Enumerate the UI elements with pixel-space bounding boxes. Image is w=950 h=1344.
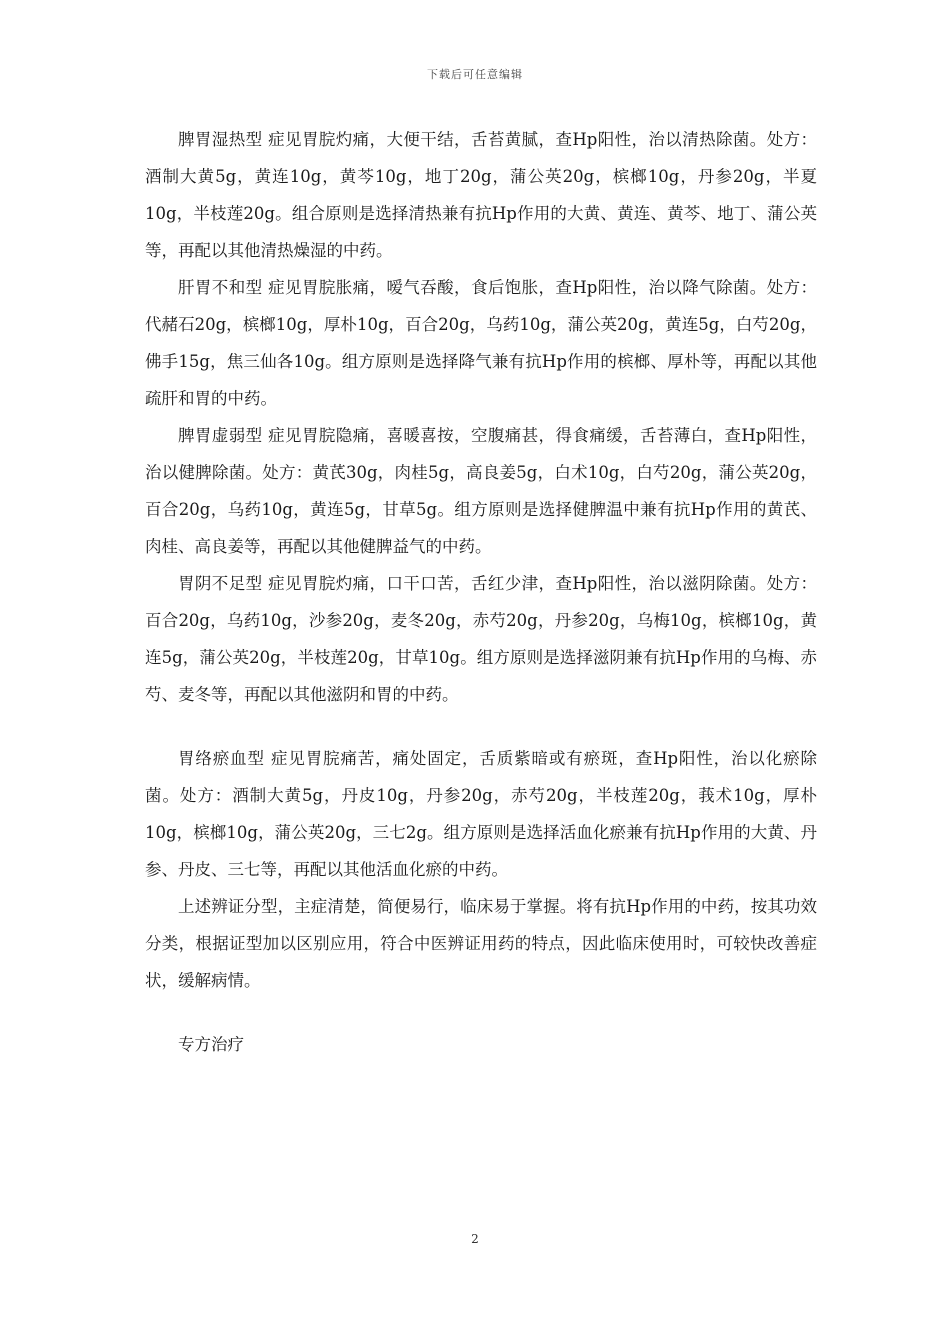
paragraph-stomach-yin-deficiency: 胃阴不足型 症见胃脘灼痛，口干口苦，舌红少津，查Hp阳性，治以滋阴除菌。处方：百合20g，乌药10g，沙参20g，麦冬20g，赤芍20g，丹参20g，乌梅10g，槟榔10g，黄连5g，蒲公英20g，半枝莲20g，甘草10g。组方原则是选择滋阴兼有抗Hp作用的乌梅、赤芍、麦冬等，再配以其他滋阴和胃的中药。 [145,574,817,704]
page-header: 下载后可任意编辑 [427,68,523,81]
paragraph-spleen-stomach-deficiency: 脾胃虚弱型 症见胃脘隐痛，喜暖喜按，空腹痛甚，得食痛缓，舌苔薄白，查Hp阳性，治以健脾除菌。处方：黄芪30g，肉桂5g，高良姜5g，白术10g，白芍20g，蒲公英20g，百合20g，乌药10g，黄连5g，甘草5g。组方原则是选择健脾温中兼有抗Hp作用的黄芪、肉桂、高良姜等，再配以其他健脾益气的中药。 [145,426,817,556]
page-number: 2 [471,1232,479,1246]
paragraph-summary: 上述辨证分型，主症清楚，简便易行，临床易于掌握。将有抗Hp作用的中药，按其功效分类，根据证型加以区别应用，符合中医辨证用药的特点，因此临床使用时，可较快改善症状，缓解病情。 [145,897,817,990]
section-heading: 专方治疗 [178,1035,244,1054]
paragraph-spleen-damp-heat: 脾胃湿热型 症见胃脘灼痛，大便干结，舌苔黄腻，查Hp阳性，治以清热除菌。处方：酒制大黄5g，黄连10g，黄芩10g，地丁20g，蒲公英20g，槟榔10g，丹参20g，半夏10g，半枝莲20g。组合原则是选择清热兼有抗Hp作用的大黄、黄连、黄芩、地丁、蒲公英等，再配以其他清热燥湿的中药。 [145,130,817,260]
document-body [145,121,817,1063]
paragraph-liver-stomach-disharmony: 肝胃不和型 症见胃脘胀痛，嗳气吞酸，食后饱胀，查Hp阳性，治以降气除菌。处方：代赭石20g，槟榔10g，厚朴10g，百合20g，乌药10g，蒲公英20g，黄连5g，白芍20g，佛手15g，焦三仙各10g。组方原则是选择降气兼有抗Hp作用的槟榔、厚朴等，再配以其他疏肝和胃的中药。 [145,278,817,408]
paragraph-stomach-blood-stasis: 胃络瘀血型 症见胃脘痛苦，痛处固定，舌质紫暗或有瘀斑，查Hp阳性，治以化瘀除菌。处方：酒制大黄5g，丹皮10g，丹参20g，赤芍20g，半枝莲20g，莪术10g，厚朴10g，槟榔10g，蒲公英20g，三七2g。组方原则是选择活血化瘀兼有抗Hp作用的大黄、丹参、丹皮、三七等，再配以其他活血化瘀的中药。 [145,749,817,879]
